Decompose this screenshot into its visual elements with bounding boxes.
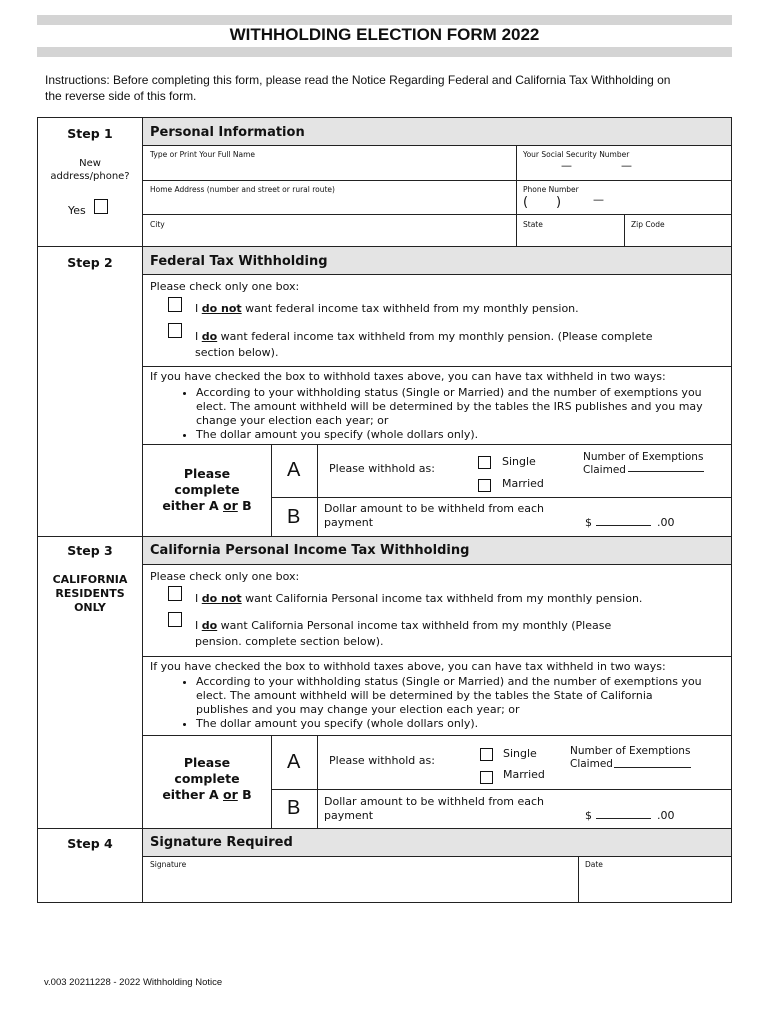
step3-if-checked: If you have checked the box to withhold taxes above, you can have tax withheld in two ways: [150,660,666,673]
step2-ab-col-2 [317,444,318,536]
step3-option-a-letter: A [287,751,301,773]
step2-option-a-letter: A [287,459,301,481]
federal-do-option: I do want federal income tax withheld from my monthly pension. (Please complete section below). [195,330,653,359]
divider-step2 [37,246,732,247]
phone-label: Phone Number [523,185,579,194]
federal-dollar-sign: $ [585,516,592,529]
top-band [37,15,732,25]
step2-option-b-letter: B [287,506,301,528]
step4-col-divider [578,856,579,903]
divider-step3 [37,536,732,537]
california-residents-only: CALIFORNIA RESIDENTS ONLY [52,573,128,614]
state-field[interactable] [519,230,622,245]
step3-bullet-2: • The dollar amount you specify (whole dollars only). [196,717,702,731]
step2-check-one: Please check only one box: [150,280,300,293]
yes-label: Yes [68,204,86,217]
ssn-dash-2: — [621,159,632,172]
step2-if-checked: If you have checked the box to withhold taxes above, you can have tax withheld in two ways: [150,370,666,383]
signature-field[interactable] [145,872,575,900]
phone-field[interactable] [519,195,729,213]
step3-ab-mid-line [271,789,732,790]
federal-married-label: Married [502,477,544,490]
form-title: WITHHOLDING ELECTION FORM 2022 [229,25,540,44]
instructions-line-2: the reverse side of this form. [45,89,197,103]
step1-header: Personal Information [150,125,305,140]
california-do-option: I do want California Personal income tax withheld from my monthly (Please pension. complete section below). [195,619,612,648]
california-dollar-field[interactable] [596,818,651,819]
phone-paren-open: ( [523,195,529,210]
step2-please-complete: Please complete either A or B [162,466,252,513]
step3-ab-col-1 [271,735,272,828]
phone-dash: — [593,193,604,206]
ssn-label: Your Social Security Number [523,150,630,159]
step2-ab-col-1 [271,444,272,536]
california-dollar-label: Dollar amount to be withheld from each payment [324,795,545,822]
signature-label: Signature [150,860,187,869]
date-field[interactable] [581,872,729,900]
federal-exemptions-field[interactable] [628,471,704,472]
date-label: Date [585,860,603,869]
step3-bullet-1: • According to your withholding status (Single or Married) and the number of exemptions you elect. The amount withheld will be determined by the tables the State of California publishes and you may change your election each year; or [196,675,702,717]
city-field[interactable] [145,230,513,245]
phone-paren-close: ) [556,195,562,210]
step1-header-line [142,145,732,146]
step4-header-line [142,856,732,857]
step3-options-line [142,656,732,657]
step2-bullet-1: • According to your withholding status (Single or Married) and the number of exemptions you elect. The amount withheld will be determined by the tables the IRS publishes and you may change your election each year; or [196,386,703,428]
step1-row-line-1 [142,180,732,181]
state-label: State [523,220,543,229]
federal-do-not-checkbox[interactable] [168,297,182,312]
home-address-label: Home Address (number and street or rural route) [150,185,335,194]
step1-label: Step 1 [67,126,113,141]
california-dollar-sign: $ [585,809,592,822]
california-single-label: Single [503,747,537,760]
step3-ab-top-line [142,735,732,736]
step3-header-line [142,564,732,565]
step4-header: Signature Required [150,835,293,850]
zip-field[interactable] [627,230,729,245]
california-exemptions-field[interactable] [614,767,691,768]
title-underband [37,47,732,57]
step2-label: Step 2 [67,255,113,270]
step1-row-line-2 [142,214,732,215]
california-exemptions-label: Number of Exemptions Claimed [570,745,691,770]
home-address-field[interactable] [145,195,513,213]
california-do-not-checkbox[interactable] [168,586,182,601]
step2-header: Federal Tax Withholding [150,254,328,269]
step3-withhold-as: Please withhold as: [329,754,435,767]
instructions-line-1: Instructions: Before completing this form, please read the Notice Regarding Federal and California Tax Withholding on [45,73,671,87]
california-married-label: Married [503,768,545,781]
california-do-checkbox[interactable] [168,612,182,627]
instructions [45,72,725,104]
step3-check-one: Please check only one box: [150,570,300,583]
federal-dollar-label: Dollar amount to be withheld from each payment [324,502,545,529]
city-label: City [150,220,165,229]
step3-please-complete: Please complete either A or B [162,755,252,802]
step1-zip-divider [624,214,625,246]
step2-withhold-as: Please withhold as: [329,462,435,475]
federal-single-checkbox[interactable] [478,456,491,469]
federal-single-label: Single [502,455,536,468]
california-do-not-option: I do not want California Personal income tax withheld from my monthly pension. [195,592,643,605]
divider-step4 [37,828,732,829]
step2-ab-mid-line [271,497,732,498]
step3-option-b-letter: B [287,797,301,819]
ssn-field[interactable] [519,160,729,178]
full-name-field[interactable] [145,160,513,178]
step3-ab-col-2 [317,735,318,828]
step3-bullets [150,675,702,731]
step2-bullets [150,386,703,442]
california-single-checkbox[interactable] [480,748,493,761]
federal-married-checkbox[interactable] [478,479,491,492]
federal-do-checkbox[interactable] [168,323,182,338]
step1-col-divider [516,145,517,246]
full-name-label: Type or Print Your Full Name [150,150,256,159]
ssn-dash-1: — [561,159,572,172]
new-address-question: New address/phone? [50,158,130,182]
federal-cents: .00 [657,516,675,529]
footer-version: v.003 20211228 - 2022 Withholding Notice [44,977,223,988]
california-married-checkbox[interactable] [480,771,493,784]
new-address-yes-checkbox[interactable] [94,199,108,214]
federal-exemptions-label: Number of Exemptions Claimed [583,451,704,476]
step2-ab-top-line [142,444,732,445]
step2-options-line [142,366,732,367]
zip-label: Zip Code [631,220,665,229]
step2-bullet-2: • The dollar amount you specify (whole dollars only). [196,428,703,442]
step3-label: Step 3 [67,543,113,558]
california-cents: .00 [657,809,675,822]
step3-header: California Personal Income Tax Withholding [150,543,470,558]
step2-header-line [142,274,732,275]
federal-do-not-option: I do not want federal income tax withheld from my monthly pension. [195,302,579,315]
step4-label: Step 4 [67,836,113,851]
federal-dollar-field[interactable] [596,525,651,526]
